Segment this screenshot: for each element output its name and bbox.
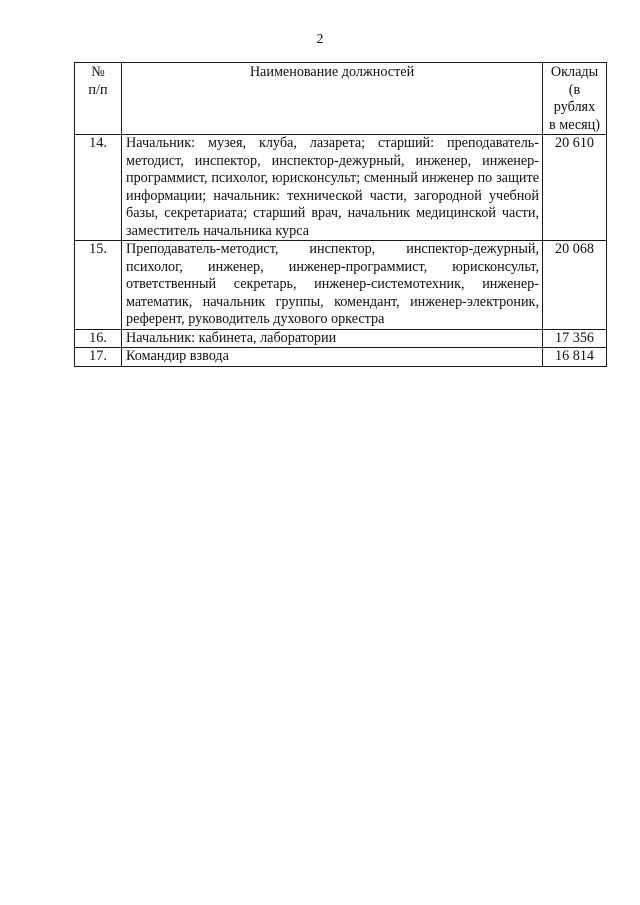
position-name: Командир взвода [122,348,543,367]
header-number-line: п/п [88,81,108,98]
table-row [75,348,607,367]
salary-value: 20 068 [543,241,607,330]
table-row [75,135,607,241]
table-row [75,241,607,330]
row-number: 14. [75,135,122,241]
page-number: 2 [316,32,324,47]
header-salary-line: Оклады [550,64,599,80]
position-name: Начальник: музея, клуба, лазарета; старший: преподаватель-методист, инспектор, инспектор-дежурный, инженер, инженер-программист, психолог, юрисконсульт; сменный инженер по защите информации; начальник: технической части, загородной учебной базы, секретариата; старший врач, начальник медицинской части, заместитель начальника курса [122,135,543,241]
row-number: 17. [75,348,122,367]
table-row [75,329,607,348]
header-salary-line: (в рублях [553,81,596,115]
salary-value: 20 610 [543,135,607,241]
salary-value: 16 814 [543,348,607,367]
header-salary-line: в месяц) [548,116,600,133]
salary-table [74,62,607,367]
position-name: Начальник: кабинета, лаборатории [122,329,543,348]
table-header-row [75,63,607,135]
salary-value: 17 356 [543,329,607,348]
header-number-line: № [91,64,105,80]
header-number [75,63,122,135]
row-number: 16. [75,329,122,348]
header-salary [543,63,607,135]
row-number: 15. [75,241,122,330]
position-name: Преподаватель-методист, инспектор, инспектор-дежурный, психолог, инженер, инженер-программист, юрисконсульт, ответственный секретарь, инженер-системотехник, инженер-математик, начальник группы, комендант, инженер-электроник, референт, руководитель духового оркестра [122,241,543,330]
header-position-name: Наименование должностей [122,63,543,135]
